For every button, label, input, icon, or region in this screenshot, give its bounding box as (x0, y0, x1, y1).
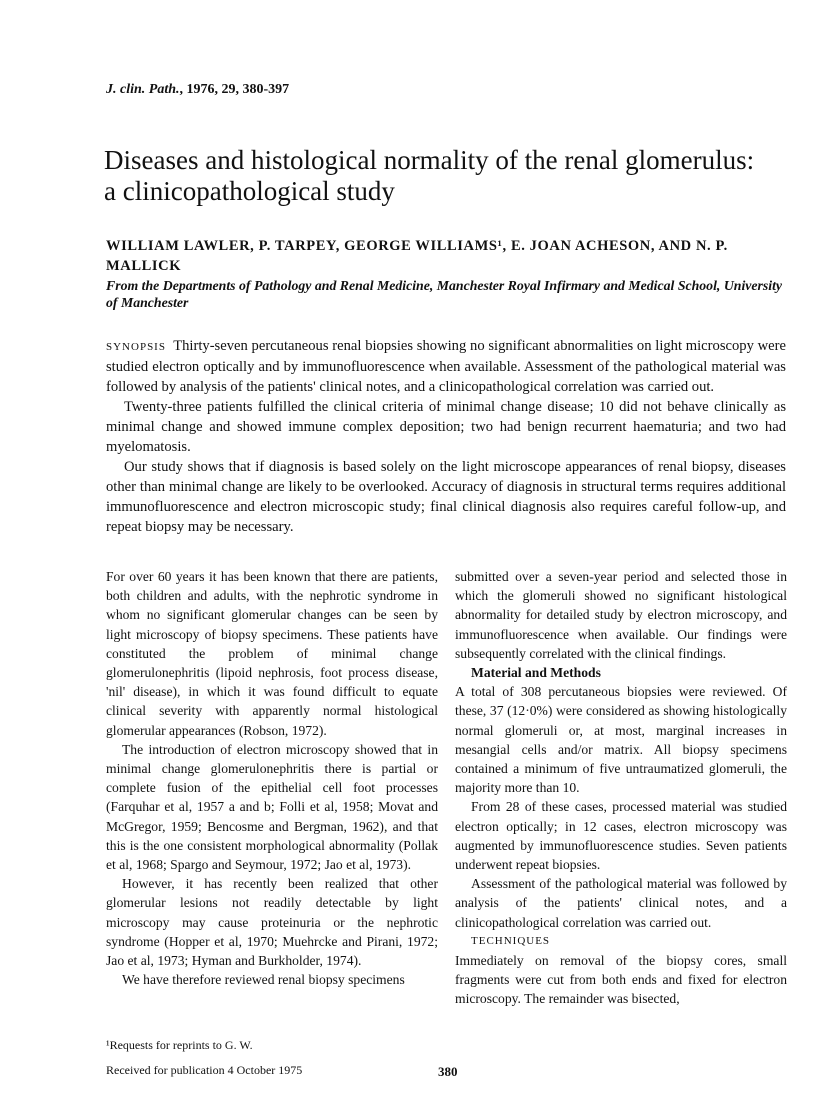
right-column (455, 567, 787, 1009)
synopsis-paragraph-1 (106, 336, 786, 397)
synopsis-text-1: Thirty-seven percutaneous renal biopsies showing no significant abnormalities on light microscopy were studied electron optically and by immunofluorescence when available. Assessment of the pathological material was followed by analysis of the patients' clinical notes, and a clinicopathological correlation was carried out. (106, 338, 786, 395)
synopsis-paragraph-2: Twenty-three patients fulfilled the clinical criteria of minimal change disease; 10 did not behave clinically as minimal change and showed immune complex deposition; two had benign recurrent haematuria; and two had myelomatosis. (106, 399, 786, 455)
footnotes (106, 1037, 438, 1087)
intro-continuation: submitted over a seven-year period and selected those in which the glomeruli showed no significant histological abnormality for detailed study by electron microscopy, and immunofluorescence when available. Our findings were subsequently correlated with the clinical findings. (455, 569, 787, 661)
footnote-reprints: ¹Requests for reprints to G. W. (106, 1038, 253, 1052)
article-title: Diseases and histological normality of the renal glomerulus: a clinicopathological study (104, 145, 755, 206)
intro-paragraph-2: The introduction of electron microscopy showed that in minimal change glomerulonephritis there is partial or complete fusion of the epithelial cell foot processes (Farquhar et al, 1957 a and b; Folli et al, 1958; Movat and McGregor, 1959; Bencosme and Bergman, 1962), and that this is the one consistent morphological abnormality (Pollak et al, 1968; Spargo and Seymour, 1972; Jao et al, 1973). (106, 741, 438, 873)
footnote-received: Received for publication 4 October 1975 (106, 1063, 303, 1077)
journal-year: , 1976, (179, 82, 222, 97)
intro-paragraph-4: We have therefore reviewed renal biopsy specimens (122, 972, 405, 988)
subheading-techniques: TECHNIQUES (471, 934, 551, 947)
intro-paragraph-1: For over 60 years it has been known that there are patients, both children and adults, with the nephrotic syndrome in whom no significant glomerular changes can be seen by light microscopy of biopsy specimens. These patients have constituted the problem of minimal change glomerulonephritis (lipoid nephrosis, foot process disease, 'nil' disease), in which it was found difficult to equate clinical severity with apparently normal histological glomerular appearances (Robson, 1972). (106, 569, 438, 738)
affiliation: From the Departments of Pathology and Renal Medicine, Manchester Royal Infirmary and Medical School, University of Manchester (106, 278, 783, 310)
techniques-paragraph: Immediately on removal of the biopsy cores, small fragments were cut from both ends and fixed for electron microscopy. The remainder was bisected, (455, 953, 787, 1007)
page-number: 380 (438, 1064, 458, 1079)
journal-pages: , 380-397 (235, 82, 290, 97)
methods-paragraph-1: A total of 308 percutaneous biopsies were reviewed. Of these, 37 (12·0%) were considered as showing histologically normal glomeruli or, at most, marginal increases in mesangial cells and/or matrix. All biopsy specimens contained a minimum of five untraumatized glomeruli, the majority more than 10. (455, 684, 787, 796)
author-list: WILLIAM LAWLER, P. TARPEY, GEORGE WILLIAMS¹, E. JOAN ACHESON, AND N. P. MALLICK (106, 238, 728, 274)
methods-paragraph-3: Assessment of the pathological material was followed by analysis of the patients' clinical notes, and a clinicopathological correlation was carried out. (455, 876, 787, 930)
synopsis-paragraph-3: Our study shows that if diagnosis is based solely on the light microscope appearances of renal biopsy, diseases other than minimal change are likely to be overlooked. Accuracy of diagnosis in structural terms requires additional immunofluorescence and electron microscopic study; final clinical diagnosis also requires careful follow-up, and repeat biopsy may be necessary. (106, 459, 786, 535)
methods-paragraph-2: From 28 of these cases, processed material was studied electron optically; in 12 cases, electron microscopy was augmented by immunofluorescence studies. Seven patients underwent repeat biopsies. (455, 799, 787, 873)
synopsis-label: SYNOPSIS (106, 341, 166, 353)
left-column (106, 567, 438, 989)
intro-paragraph-3: However, it has recently been realized that other glomerular lesions not readily detectable by light microscopy may cause proteinuria or the nephrotic syndrome (Hopper et al, 1970; Muehrcke and Pirani, 1972; Jao et al, 1973; Hyman and Burkholder, 1974). (106, 876, 438, 969)
journal-name: J. clin. Path. (106, 82, 180, 97)
synopsis (106, 336, 786, 537)
journal-citation (106, 82, 289, 98)
section-heading-methods: Material and Methods (471, 665, 601, 681)
journal-volume: 29 (221, 82, 236, 97)
